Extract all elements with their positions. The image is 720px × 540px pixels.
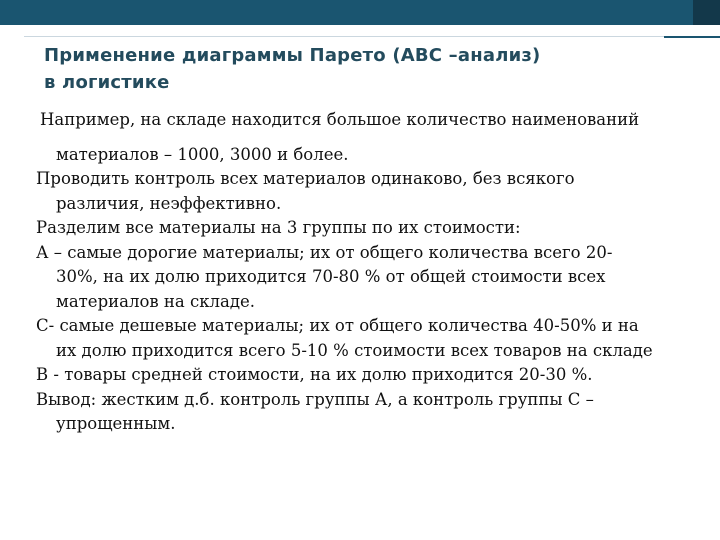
paragraph-line: упрощенным. [56,414,176,433]
paragraph-line: материалов – 1000, 3000 и более. [56,144,349,164]
paragraph-line: Вывод: жестким д.б. контроль группы А, а контроль группы С – [36,389,594,409]
paragraph-group-a [36,241,706,315]
paragraph-conclusion [36,388,706,437]
title-rule-light [24,36,664,37]
paragraph-group-c [36,314,706,363]
paragraph-line: материалов на складе. [56,291,256,311]
paragraph-line: Проводить контроль всех материалов одинаково, без всякого [36,169,575,188]
slide-title-line-1: Применение диаграммы Парето (ABC –анализ) [44,45,541,66]
paragraph-line: их долю приходится всего 5-10 % стоимости всех товаров на складе [56,340,653,360]
paragraph-line: Например, на складе находится большое количество наименований [40,110,640,129]
paragraph-group-b [36,363,706,388]
paragraph-line: различия, неэффективно. [56,193,282,213]
paragraph-line: В - товары средней стоимости, на их долю приходится 20-30 %. [36,365,593,384]
header-band-accent [693,0,720,25]
paragraph-example [36,108,706,167]
paragraph-line: 30%, на их долю приходится 70-80 % от общей стоимости всех [56,267,606,286]
paragraph-control [36,167,706,216]
paragraph-groups [36,216,706,241]
slide-title-line-2: в логистике [44,72,170,93]
header-band [0,0,720,25]
paragraph-line: Разделим все материалы на 3 группы по их стоимости: [36,218,521,237]
paragraph-line: С- самые дешевые материалы; их от общего количества 40-50% и на [36,316,639,335]
slide-title [44,42,684,96]
slide-body [36,108,706,437]
title-rule-accent [664,36,720,38]
paragraph-line: А – самые дорогие материалы; их от общего количества всего 20- [36,242,613,262]
